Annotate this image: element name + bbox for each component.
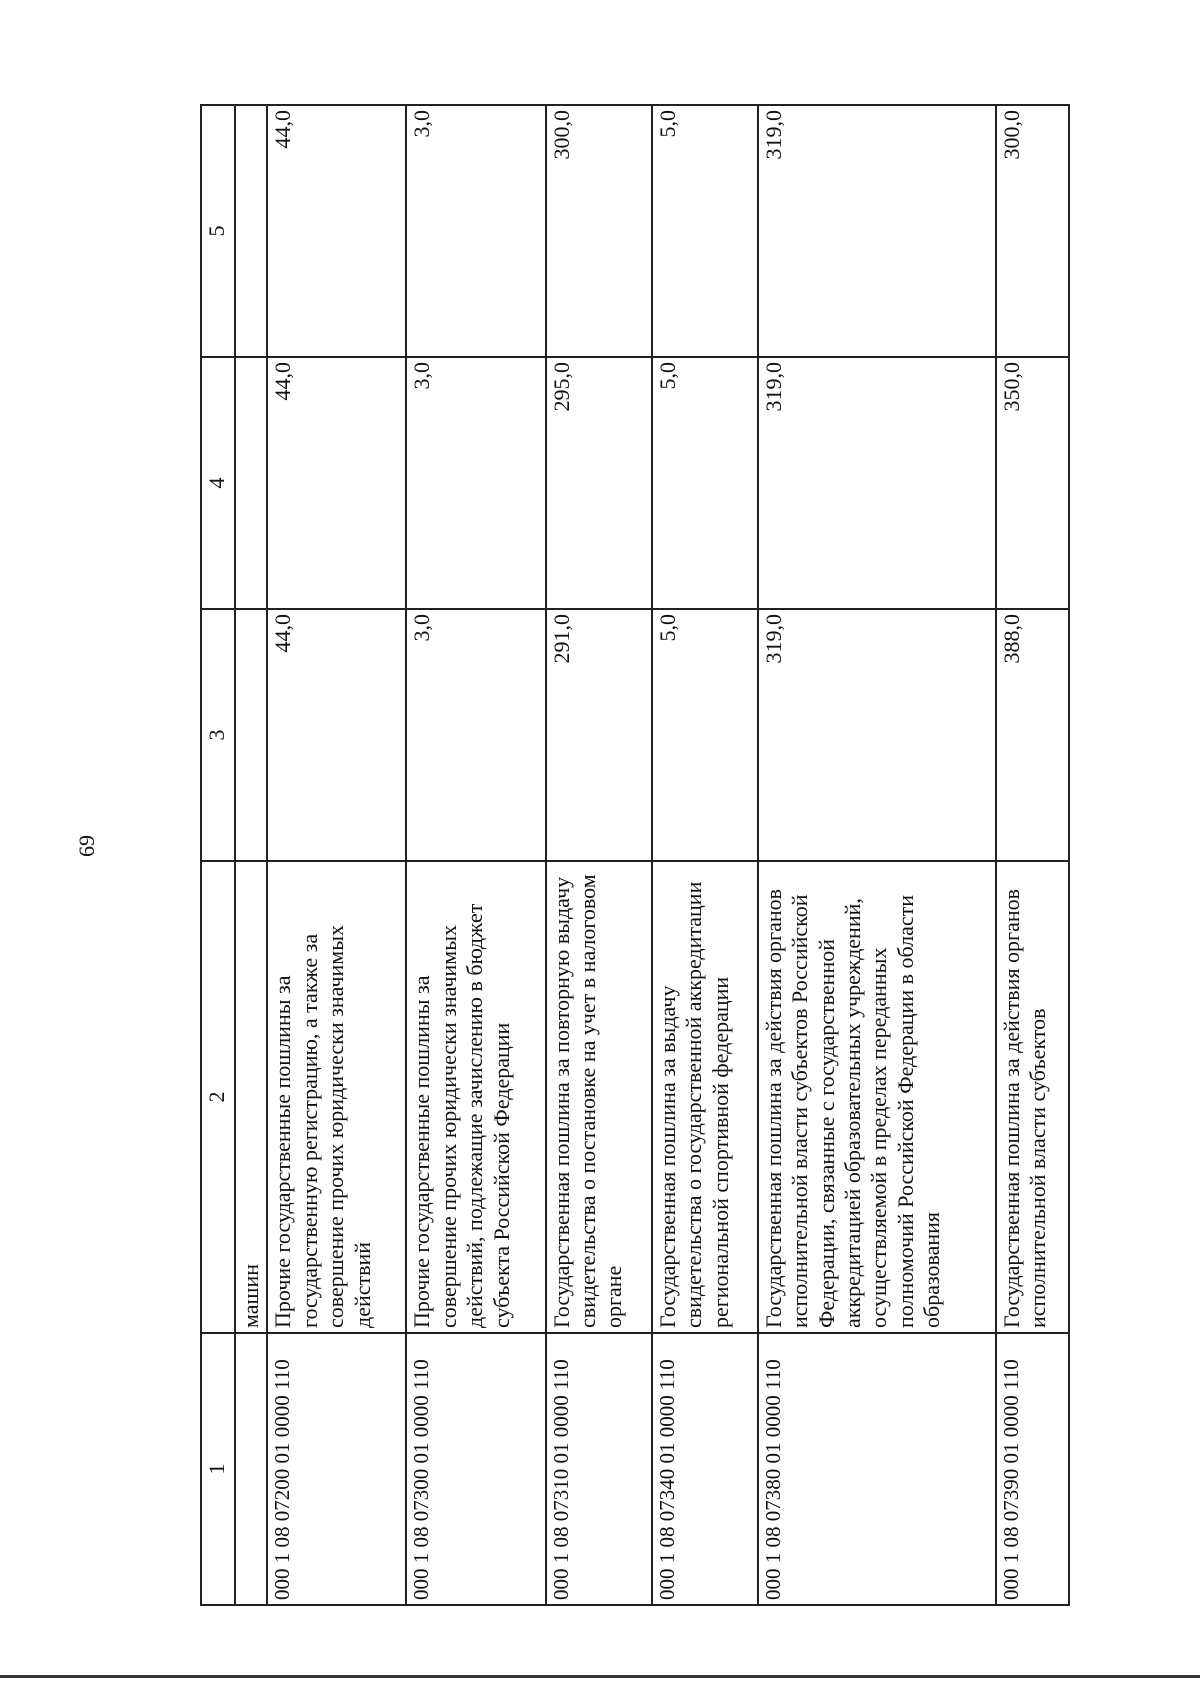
revenue-description: Прочие государственные пошлины за государственную регистрацию, а также за совершение прочих юридически значимых действий	[267, 861, 406, 1333]
revenue-code: 000 1 08 07310 01 0000 110	[546, 1333, 652, 1605]
continuation-cell-3	[235, 609, 267, 861]
value-col-4: 44,0	[267, 357, 406, 609]
continuation-code-cell	[235, 1333, 267, 1605]
value-col-4: 319,0	[758, 357, 996, 609]
header-row	[201, 105, 235, 1605]
header-col-2: 2	[201, 861, 235, 1333]
budget-table-container	[200, 106, 1070, 1606]
page-number: 69	[74, 835, 99, 857]
revenue-description: Государственная пошлина за действия органов исполнительной власти субъектов	[996, 861, 1069, 1333]
table-row	[758, 105, 996, 1605]
continuation-cell-5	[235, 105, 267, 357]
value-col-3: 291,0	[546, 609, 652, 861]
value-col-4: 3,0	[406, 357, 545, 609]
value-col-5: 300,0	[546, 105, 652, 357]
value-col-4: 350,0	[996, 357, 1069, 609]
value-col-3: 3,0	[406, 609, 545, 861]
value-col-3: 44,0	[267, 609, 406, 861]
value-col-5: 3,0	[406, 105, 545, 357]
revenue-code: 000 1 08 07390 01 0000 110	[996, 1333, 1069, 1605]
revenue-code: 000 1 08 07200 01 0000 110	[267, 1333, 406, 1605]
revenue-description: Государственная пошлина за выдачу свидетельства о государственной аккредитации региональной спортивной федерации	[652, 861, 758, 1333]
value-col-5: 319,0	[758, 105, 996, 357]
budget-revenue-table	[200, 104, 1070, 1606]
table-row	[652, 105, 758, 1605]
value-col-5: 44,0	[267, 105, 406, 357]
header-col-5: 5	[201, 105, 235, 357]
revenue-code: 000 1 08 07380 01 0000 110	[758, 1333, 996, 1605]
table-row	[546, 105, 652, 1605]
value-col-3: 388,0	[996, 609, 1069, 861]
revenue-code: 000 1 08 07340 01 0000 110	[652, 1333, 758, 1605]
header-col-4: 4	[201, 357, 235, 609]
value-col-5: 5,0	[652, 105, 758, 357]
value-col-3: 5,0	[652, 609, 758, 861]
header-col-3: 3	[201, 609, 235, 861]
revenue-description: Государственная пошлина за действия органов исполнительной власти субъектов Российской Федерации, связанные с государственной аккредитацией образовательных учреждений, осуществляемой в пределах переданных полномочий Российской Федерации в области образования	[758, 861, 996, 1333]
scan-edge-line	[0, 1675, 1200, 1678]
header-col-1: 1	[201, 1333, 235, 1605]
value-col-4: 295,0	[546, 357, 652, 609]
table-row	[267, 105, 406, 1605]
value-col-5: 300,0	[996, 105, 1069, 357]
revenue-description: Прочие государственные пошлины за совершение прочих юридически значимых действий, подлежащие зачислению в бюджет субъекта Российской Федерации	[406, 861, 545, 1333]
continuation-cell-4	[235, 357, 267, 609]
revenue-code: 000 1 08 07300 01 0000 110	[406, 1333, 545, 1605]
revenue-description: Государственная пошлина за повторную выдачу свидетельства о постановке на учет в налоговом органе	[546, 861, 652, 1333]
continuation-row	[235, 105, 267, 1605]
table-row	[996, 105, 1069, 1605]
value-col-3: 319,0	[758, 609, 996, 861]
value-col-4: 5,0	[652, 357, 758, 609]
continuation-text: машин	[235, 861, 267, 1333]
table-row	[406, 105, 545, 1605]
